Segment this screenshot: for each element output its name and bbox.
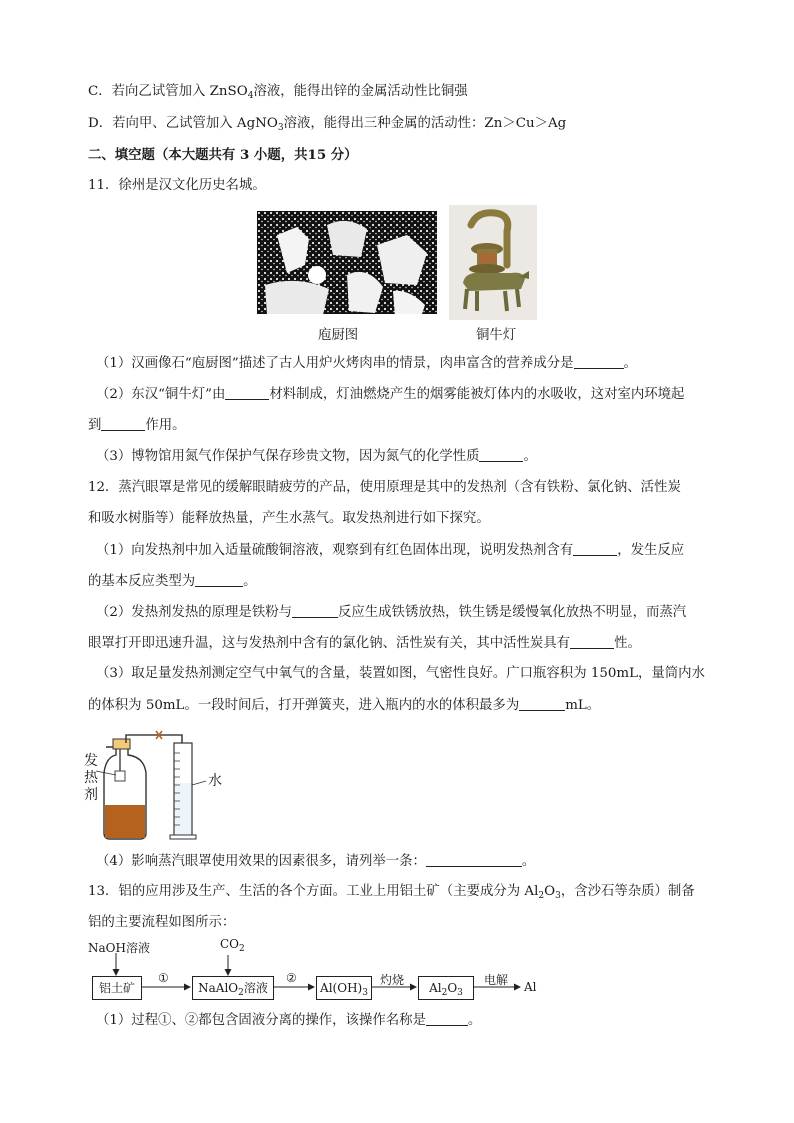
question-11-2: （2）东汉“铜牛灯”由 材料制成，灯油燃烧产生的烟雾能被灯体内的水吸收，这对室内环境起: [96, 387, 685, 402]
reagent-co2: $CO_2$: [220, 937, 245, 954]
box-naalo2: NaAlO$_2$溶液: [192, 976, 274, 1000]
product-al: Al: [524, 980, 537, 994]
answer-blank[interactable]: [292, 603, 338, 618]
box-aloh3: $Al(OH)_3$: [316, 976, 372, 1000]
answer-blank[interactable]: [225, 385, 269, 400]
step-2-label: ②: [286, 971, 297, 985]
step-3-label: 灼烧: [380, 973, 405, 987]
question-11-1: （1）汉画像石“庖厨图”描述了古人用炉火烤肉串的情景，肉串富含的营养成分是 。: [96, 356, 637, 371]
answer-blank[interactable]: [426, 852, 522, 867]
step-4-label: 电解: [484, 973, 509, 987]
box-bauxite: 铝土矿: [92, 976, 142, 1000]
apparatus-diagram: [82, 725, 262, 843]
option-d: D．若向甲、乙试管加入 AgNO$_3$溶液，能得出三种金属的活动性：Zn＞Cu＞Ag: [88, 116, 567, 133]
answer-blank[interactable]: [519, 696, 565, 711]
question-12-3: （3）取足量发热剂测定空气中氧气的含量，装置如图，气密性良好。广口瓶容积为 150mL，量筒内水: [96, 666, 705, 681]
answer-blank[interactable]: [573, 541, 617, 556]
answer-blank[interactable]: [479, 447, 523, 462]
answer-blank[interactable]: [570, 634, 614, 649]
apparatus-drawing: [82, 725, 262, 843]
question-12-4: （4）影响蒸汽眼罩使用效果的因素很多，请列举一条： 。: [96, 854, 536, 869]
bronze-ox-lamp-image: [449, 205, 537, 320]
question-12-stem: 12．蒸汽眼罩是常见的缓解眼睛疲劳的产品，使用原理是其中的发热剂（含有铁粉、氯化钠、活性炭: [88, 480, 681, 495]
label-heater-1: 发: [84, 753, 98, 769]
option-c: C．若向乙试管加入 ZnSO$_4$溶液，能得出锌的金属活动性比铜强: [88, 84, 468, 101]
answer-blank[interactable]: [574, 354, 624, 369]
question-12-stem-cont: 和吸水树脂等）能释放热量，产生水蒸气。取发热剂进行如下探究。: [88, 511, 490, 526]
question-11-3: （3）博物馆用氮气作保护气保存珍贵文物，因为氮气的化学性质 。: [96, 449, 537, 464]
box-al2o3: $Al_2O_3$: [418, 976, 474, 1000]
question-12-2: （2）发热剂发热的原理是铁粉与 反应生成铁锈放热，铁生锈是缓慢氧化放热不明显，而蒸汽: [96, 605, 687, 620]
question-12-1: （1）向发热剂中加入适量硫酸铜溶液，观察到有红色固体出现，说明发热剂含有 ，发生反应: [96, 543, 685, 558]
answer-blank[interactable]: [195, 572, 243, 587]
reagent-naoh: NaOH溶液: [88, 941, 150, 955]
step-1-label: ①: [158, 971, 169, 985]
label-heater-3: 剂: [84, 787, 98, 803]
question-13-1: （1）过程①、②都包含固液分离的操作，该操作名称是 。: [96, 1013, 482, 1028]
section-heading: 二、填空题（本大题共有 3 小题，共15 分）: [88, 147, 358, 163]
label-heater-2: 热: [84, 770, 98, 786]
kitchen-relief-image: [257, 205, 437, 320]
process-flowchart: [86, 935, 546, 1005]
caption-kitchen: 庖厨图: [318, 328, 359, 343]
question-12-1-cont: 的基本反应类型为 。: [88, 574, 257, 589]
answer-blank[interactable]: [426, 1011, 468, 1026]
question-12-3-cont: 的体积为 50mL。一段时间后，打开弹簧夹，进入瓶内的水的体积最多为 mL。: [88, 698, 601, 713]
question-12-2-cont: 眼罩打开即迅速升温，这与发热剂中含有的氯化钠、活性炭有关，其中活性炭具有 性。: [88, 636, 641, 651]
question-11-2-cont: 到 作用。: [88, 418, 186, 433]
answer-blank[interactable]: [101, 416, 145, 431]
question-11-stem: 11．徐州是汉文化历史名城。: [88, 178, 266, 193]
question-13-stem-cont: 铝的主要流程如图所示：: [88, 915, 236, 930]
question-13-stem: 13．铝的应用涉及生产、生活的各个方面。工业上用铝土矿（主要成分为 $Al_2O_3$，含沙石等杂质）制备: [88, 884, 695, 901]
caption-lamp: 铜牛灯: [476, 328, 517, 343]
label-water: 水: [208, 773, 222, 789]
